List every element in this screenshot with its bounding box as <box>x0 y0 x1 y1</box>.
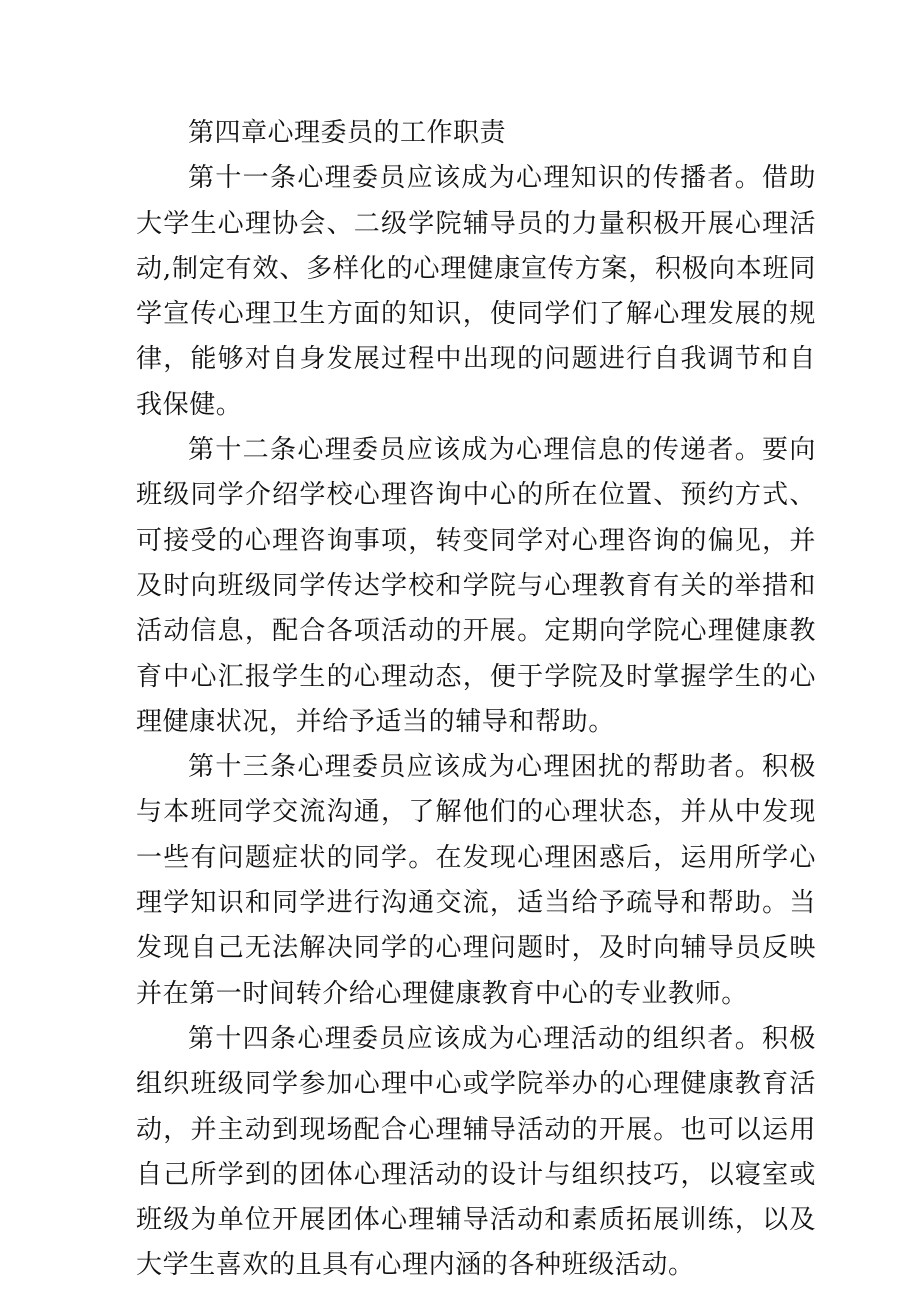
chapter-heading: 第四章心理委员的工作职责 <box>188 118 507 148</box>
article-14-paragraph: 第十四条心理委员应该成为心理活动的组织者。积极组织班级同学参加心理中心或学院举办的心理健康教育活动，并主动到现场配合心理辅导活动的开展。也可以运用自己所学到的团体心理活动的设计与组织技巧，以寝室或班级为单位开展团体心理辅导活动和素质拓展训练，以及大学生喜欢的且具有心理内涵的各种班级活动。 <box>136 1023 816 1281</box>
article-13-paragraph: 第十三条心理委员应该成为心理困扰的帮助者。积极与本班同学交流沟通，了解他们的心理状态，并从中发现一些有问题症状的同学。在发现心理困惑后，运用所学心理学知识和同学进行沟通交流，适当给予疏导和帮助。当发现自己无法解决同学的心理问题时，及时向辅导员反映并在第一时间转介给心理健康教育中心的专业教师。 <box>136 752 816 1009</box>
article-12-paragraph: 第十二条心理委员应该成为心理信息的传递者。要向班级同学介绍学校心理咨询中心的所在位置、预约方式、可接受的心理咨询事项，转变同学对心理咨询的偏见，并及时向班级同学传达学校和学院与心理教育有关的举措和活动信息，配合各项活动的开展。定期向学院心理健康教育中心汇报学生的心理动态，便于学院及时掌握学生的心理健康状况，并给予适当的辅导和帮助。 <box>136 435 816 737</box>
article-11-paragraph: 第十一条心理委员应该成为心理知识的传播者。借助大学生心理协会、二级学院辅导员的力量积极开展心理活动,制定有效、多样化的心理健康宣传方案，积极向本班同学宣传心理卫生方面的知识，使同学们了解心理发展的规律，能够对自身发展过程中出现的问题进行自我调节和自我保健。 <box>136 163 816 420</box>
document-body <box>136 111 816 1289</box>
